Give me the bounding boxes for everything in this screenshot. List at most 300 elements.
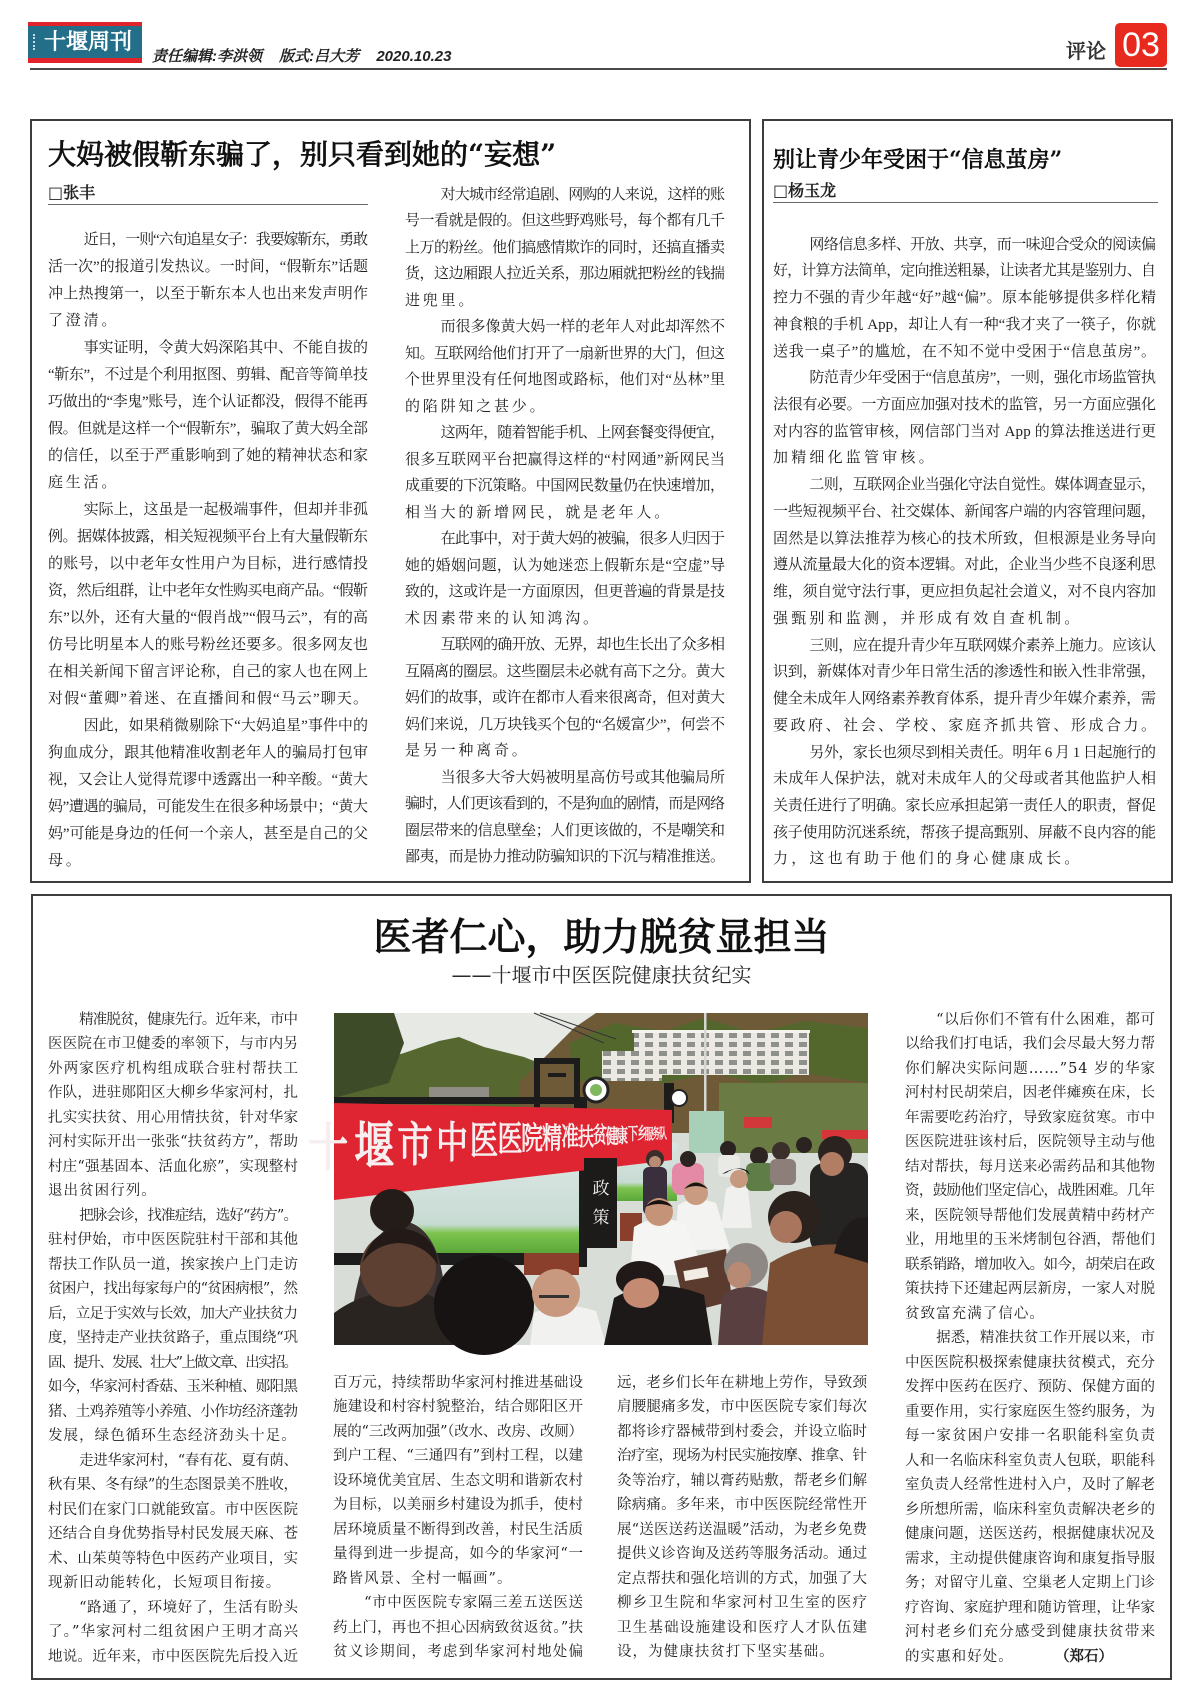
text-line (905, 1596, 1155, 1621)
text-line (773, 606, 1156, 633)
text-line (48, 1228, 298, 1253)
text-line (333, 1371, 583, 1396)
banner-character: 服 (644, 1125, 654, 1143)
text-line-content: 相当大的新增网民，就是老年人。 (405, 504, 673, 521)
text-line (773, 258, 1156, 285)
text-line-content: 治疗室，现场为村民实施按摩、推拿、针 (617, 1448, 867, 1465)
text-line (333, 1591, 583, 1616)
text-line-content: 送我一桌子”的尴尬，在不知不觉中受困于“信息茧房”。 (773, 343, 1157, 360)
text-line-content: 医医院进驻该村后，医院领导主动与他 (905, 1134, 1156, 1151)
byline-divider (48, 204, 368, 205)
text-line (405, 314, 725, 341)
text-line (773, 659, 1156, 686)
text-line (48, 281, 368, 308)
text-line-content: 互联网的确开放、无界，却也生长出了众多相 (440, 637, 725, 654)
paragraph (48, 227, 368, 335)
text-line (773, 740, 1156, 767)
logo-text: 十堰周刊 (43, 29, 132, 55)
page-number-badge: 03 (1115, 23, 1167, 67)
text-line-content: 力，这也有助于他们的身心健康成长。 (773, 851, 1083, 868)
text-line (617, 1493, 867, 1518)
text-line-content: 肩腰腿痛多发，市中医医院专家们每次 (617, 1399, 868, 1416)
text-line-content: 圈层带来的信息壁垒；人们更该做的，不是嘲笑和 (405, 822, 725, 839)
article-title: 别让青少年受困于“信息茧房” (773, 147, 1063, 173)
text-line-content: 百万元，持续帮助华家河村推进基础设 (333, 1374, 584, 1391)
layout-credit: 版式:吕大芳 (279, 48, 360, 65)
text-line (333, 1518, 583, 1543)
paragraph (773, 740, 1156, 874)
logo-ornament (33, 34, 35, 50)
text-line (48, 1326, 298, 1351)
text-line-content: 了澄清。 (48, 312, 120, 329)
paragraph (405, 314, 725, 420)
paragraph (48, 713, 368, 875)
text-line-content: 资，鼓励他们坚定信心，战胜困难。几年 (905, 1183, 1155, 1200)
text-line (48, 794, 368, 821)
text-line (48, 767, 368, 794)
text-line (405, 765, 725, 792)
text-line (617, 1469, 867, 1494)
text-line (405, 685, 725, 712)
banner-character: 医 (497, 1120, 523, 1161)
text-line (333, 1469, 583, 1494)
text-line-content: 狗血成分，跟其他精准收割老年人的骗局打包审 (48, 744, 369, 761)
text-line (905, 1375, 1155, 1400)
text-line (905, 1449, 1155, 1474)
text-line-content: 妈”遭遇的骗局，可能发生在很多种场景中；“黄大 (48, 798, 368, 815)
text-line (773, 820, 1156, 847)
text-line-content: 活一次”的报道引发热议。一时间，“假靳东”话题 (48, 258, 368, 275)
text-line (773, 526, 1156, 553)
text-line-content: 药上门，再也不担心因病致贫返贫。”扶 (333, 1619, 584, 1636)
text-line-content: 事实证明，令黄大妈深陷其中、不能自拔的 (83, 339, 368, 356)
text-line-content: 巧做出的“李鬼”账号，连个认证都没，假得不能再 (48, 393, 368, 410)
text-line (617, 1640, 867, 1665)
text-line (405, 394, 725, 421)
paragraph (333, 1371, 583, 1592)
text-line-content: 健康问题，送医送药，根据健康状况及 (905, 1526, 1156, 1543)
text-line (48, 1179, 298, 1204)
text-line-content: 防范青少年受困于“信息茧房”，一则，强化市场监管执 (809, 370, 1156, 387)
sign-char: 政 (592, 1179, 610, 1199)
text-line-content: 很多互联网平台把赢得这样的“村网通”新网民当 (405, 451, 726, 468)
text-line (48, 1130, 298, 1155)
text-line (48, 1351, 298, 1376)
text-line-content: 例。据媒体披露，相关短视频平台上有大量假靳东 (48, 528, 368, 545)
text-line (773, 579, 1156, 606)
banner-character: 下 (627, 1125, 639, 1145)
text-line-content: 术、山茱萸等特色中医药产业项目，实 (48, 1550, 299, 1567)
text-line-content: “市中医医院专家隔三差五送医送 (364, 1595, 584, 1612)
text-line (773, 713, 1159, 740)
text-line-content: 把脉会诊，找准症结，选好“药方”。 (79, 1207, 298, 1224)
text-line (617, 1444, 867, 1469)
text-line (48, 605, 368, 632)
text-line (48, 1057, 298, 1082)
text-line-content: 展“送医送药送温暖”活动，为老乡免费 (617, 1521, 868, 1538)
text-line (905, 1645, 1155, 1670)
text-line-content: 东”以外，还有大量的“假肖战”“假马云”，有的高 (48, 609, 369, 626)
text-line-content: 医医院在市卫健委的率领下，与市内另 (48, 1036, 299, 1053)
text-line-content: 河村村民胡荣启，因老伴瘫痪在床，长 (905, 1085, 1156, 1102)
text-line (905, 1473, 1155, 1498)
text-line-content: 三则，应在提升青少年互联网媒介素养上施力。应该认 (809, 637, 1156, 654)
text-line-content: 她的婚姻问题，认为她迷恋上假靳东是“空虚”导 (405, 557, 726, 574)
text-line (905, 1228, 1155, 1253)
article-column-2 (405, 182, 725, 871)
text-line (48, 1204, 298, 1229)
text-line-content: 贫困户，找出每家每户的“贫困病根”，然 (48, 1281, 298, 1298)
banner-character: 中 (436, 1117, 468, 1168)
banner-character: 康 (616, 1123, 628, 1147)
text-line-content: 到户工程、“三通四有”到村工程，以建 (333, 1448, 584, 1465)
text-line-content: 柳乡卫生院和华家河村卫生室的医疗 (617, 1595, 869, 1612)
text-line (617, 1395, 867, 1420)
text-line (905, 1179, 1155, 1204)
text-line-content: 成重要的下沉策略。中国网民数量仍在快速增加， (405, 478, 725, 495)
text-line-content: 骗时，人们更该看到的，不是狗血的剧情，而是网络 (405, 796, 724, 813)
text-line-content: 贫义诊期间，考虑到华家河村地处偏 (333, 1644, 585, 1661)
text-line (405, 791, 725, 818)
paragraph (617, 1371, 867, 1665)
text-line (48, 524, 368, 551)
text-line-content: 帮扶工作队员一道，挨家挨户上门走访 (48, 1256, 299, 1273)
text-line (617, 1542, 867, 1567)
paragraph (405, 420, 725, 526)
text-line (405, 526, 725, 553)
banner-character: 队 (659, 1124, 667, 1143)
text-line-content: 秋有果、冬有绿”的生态图景美不胜收， (48, 1477, 298, 1494)
text-line (48, 308, 368, 335)
text-line-content: 而很多像黄大妈一样的老年人对此却浑然不 (440, 319, 725, 336)
text-line-content: 网络信息多样、开放、共享，而一味迎合受众的阅读偏 (809, 236, 1156, 253)
paragraph (405, 632, 725, 765)
text-line-content: 要政府、社会、学校、家庭齐抓共管、形成合力。 (773, 717, 1159, 734)
text-line-content: 如今，华家河村香菇、玉米种植、郧阳黑 (48, 1379, 298, 1396)
text-line-content: 神食粮的手机 App，却让人有一种“我才夹了一筷子，你就 (773, 316, 1157, 333)
text-line (405, 579, 725, 606)
text-line (333, 1616, 583, 1641)
paragraph (773, 633, 1159, 740)
text-line-content: 知。互联网给他们打开了一扇新世界的大门，但这 (405, 345, 725, 362)
text-line-content: 进兜里。 (405, 292, 477, 309)
text-line-content: 维，须自觉守法行事，更应担负起社会道义，对不良内容加 (773, 584, 1156, 601)
banner-character: 务 (651, 1125, 661, 1143)
text-line (405, 235, 725, 262)
text-line-content: 需求，主动提供健康咨询和康复指导服 (905, 1550, 1156, 1567)
text-line-content: 室负责人经常性进村入户，及时了解老 (905, 1477, 1156, 1494)
text-line (773, 312, 1156, 339)
photo-free-clinic-scene (307, 1013, 868, 1345)
text-line (48, 1498, 298, 1523)
paragraph (905, 1008, 1155, 1327)
text-line-content: 除病痛。多年来，市中医医院经常性开 (617, 1497, 868, 1514)
paragraph (773, 232, 1156, 366)
text-line (333, 1640, 583, 1665)
text-line-content: 施建设和村容村貌整治，结合郧阳区开 (333, 1399, 584, 1416)
text-line-content: 二则，互联网企业当强化守法自觉性。媒体调查显示， (809, 477, 1156, 494)
text-line (48, 1620, 298, 1645)
paragraph (773, 472, 1156, 632)
text-line-content: 识到，新媒体对青少年日常生活的渗透性和嵌入性非常强， (773, 664, 1156, 681)
text-line (405, 606, 725, 633)
text-line (48, 1008, 298, 1033)
text-line-content: “路通了，环境好了，生活有盼头 (79, 1599, 299, 1616)
text-line (405, 288, 725, 315)
text-line (405, 738, 725, 765)
text-line (773, 445, 1156, 472)
text-line-content: 每一家贫困户安排一名职能科室负责 (905, 1428, 1157, 1445)
text-line (48, 1032, 298, 1057)
text-line (905, 1571, 1155, 1596)
article-title: 大妈被假靳东骗了，别只看到她的“妄想” (48, 138, 557, 171)
text-line-content: 健全未成年人网络素养教育体系，提升青少年媒介素养，需 (773, 691, 1156, 708)
text-line (48, 632, 368, 659)
text-line (617, 1591, 867, 1616)
text-line (773, 686, 1156, 713)
text-line (773, 766, 1156, 793)
text-line (405, 553, 725, 580)
article-column-1 (48, 227, 368, 875)
text-line (48, 1081, 298, 1106)
text-line-content: 外两家医疗机构组成联合驻村帮扶工 (48, 1060, 300, 1077)
text-line-content: 退出贫困行列。 (48, 1183, 157, 1200)
text-line (48, 1424, 298, 1449)
text-line (905, 1081, 1155, 1106)
text-line (405, 844, 725, 871)
feature-column-2 (333, 1371, 583, 1665)
text-line-content: 对大城市经常追剧、网购的人来说，这样的账 (440, 186, 725, 203)
feature-title: 医者仁心，助力脱贫显担当 (373, 914, 830, 959)
text-line-content: 近日，一则“六旬追星女子：我要嫁靳东，勇敢 (83, 231, 367, 248)
text-line (405, 659, 725, 686)
text-line (905, 1204, 1155, 1229)
text-line-content: “以后你们不管有什么困难，都可 (936, 1011, 1156, 1028)
text-line-content: 设环境优美宜居、生态文明和谐新农村 (333, 1472, 584, 1489)
paragraph (405, 526, 725, 632)
header-divider (30, 68, 1167, 70)
text-line-content: 控力不强的青少年越“好”越“偏”。原本能够提供多样化精 (773, 290, 1157, 307)
text-line-content: 个世界里没有任何地图或路标，他们对“丛林”里 (405, 372, 726, 389)
text-line (48, 1375, 298, 1400)
text-line-content: 联系销路，增加收入。如今，胡荣启在政 (905, 1256, 1155, 1273)
text-line-content: 扎实实扶贫、用心用情扶贫，针对华家 (48, 1109, 299, 1126)
text-line-content: 号一看就是假的。但这些野鸡账号，每个都有几千 (405, 213, 725, 230)
text-line (48, 227, 368, 254)
banner-character: 贫 (592, 1123, 608, 1149)
text-line (405, 712, 725, 739)
text-line-content: 猪、土鸡养殖等小养殖、小作坊经济蓬勃 (48, 1403, 298, 1420)
text-line-content: 贫致富充满了信心。 (905, 1305, 1045, 1322)
text-line-content: 庭生活。 (48, 474, 120, 491)
text-line (48, 416, 368, 443)
text-line-content: 仿号比明星本人的账号粉丝还要多。很多网友也 (48, 636, 369, 653)
text-line (48, 659, 368, 686)
feature-column-1 (48, 1008, 298, 1670)
text-line-content: 河村实际开出一张张“扶贫药方”，帮助 (48, 1134, 299, 1151)
text-line (905, 1351, 1155, 1376)
text-line-content: 致的，这或许是一方面原因，但更普遍的背景是技 (405, 584, 725, 601)
banner-character: 院 (521, 1121, 543, 1158)
text-line (48, 335, 368, 362)
text-line-content: 术因素带来的认知鸿沟。 (405, 610, 601, 627)
text-line-content: 关责任进行了明确。家长应承担起第一责任人的职责，督促 (773, 798, 1156, 815)
paragraph (405, 765, 725, 871)
text-line-content: 作队，进驻郧阳区大柳乡华家河村，扎 (48, 1085, 299, 1102)
text-line (773, 552, 1156, 579)
text-line (773, 232, 1156, 259)
article-byline: □杨玉龙 (773, 181, 837, 200)
text-line (48, 578, 368, 605)
banner-character: 扶 (578, 1122, 594, 1151)
text-line (773, 499, 1156, 526)
text-line (333, 1542, 583, 1567)
text-line (405, 447, 725, 474)
text-line-content: 据悉，精准扶贫工作开展以来，市 (936, 1330, 1156, 1347)
text-line (905, 1277, 1155, 1302)
text-line (48, 443, 368, 470)
text-line-content: 固、提升、发展、壮大”上做文章、出实招。 (48, 1354, 297, 1371)
text-line-content: 在相关新闻下留言评论称，自己的家人也在网上 (48, 663, 369, 680)
text-line-content: 了。”华家河村二组贫困户王明才高兴 (48, 1624, 300, 1641)
text-line (48, 848, 368, 875)
text-line (773, 793, 1156, 820)
banner-character: 乡 (637, 1125, 647, 1144)
text-line-content: 河村老乡们充分感受到健康扶贫带来 (905, 1624, 1157, 1641)
text-line (48, 1449, 298, 1474)
text-line-content: “靳东”，不过是个利用抠图、剪辑、配音等简单技 (48, 366, 368, 383)
text-line (48, 254, 368, 281)
text-line (905, 1498, 1155, 1523)
text-line-content: 还结合自身优势指导村民发展天麻、苍 (48, 1526, 299, 1543)
text-line-content: 业，用地里的玉米烤制包谷酒，帮他们 (905, 1232, 1156, 1249)
text-line (48, 497, 368, 524)
author-signature: （郑石） (1055, 1648, 1113, 1665)
issue-date: 2020.10.23 (376, 48, 452, 65)
text-line-content: 精准脱贫，健康先行。近年来，市中 (79, 1011, 298, 1028)
text-line (905, 1106, 1155, 1131)
text-line (405, 473, 725, 500)
text-line-content: 定点帮扶和强化培训的方式，加强了大 (617, 1570, 868, 1587)
text-line (405, 818, 725, 845)
text-line (405, 632, 725, 659)
text-line-content: 法很有必要。一方面应加强对技术的监管，另一方面应强化 (773, 397, 1156, 413)
text-line-content: 孩子使用防沉迷系统，帮孩子提高甄别、屏蔽不良内容的能 (773, 824, 1156, 841)
text-line (405, 367, 725, 394)
text-line (333, 1567, 583, 1592)
masthead-logo (28, 22, 142, 63)
text-line (333, 1444, 583, 1469)
text-line (773, 472, 1156, 499)
text-line-content: 远，老乡们长年在耕地上劳作，导致颈 (617, 1374, 868, 1391)
sign-char: 策 (592, 1208, 610, 1228)
text-line (48, 389, 368, 416)
text-line (773, 365, 1156, 392)
text-line-content: 固然是以算法推荐为核心的技术所致，但根源是业务导向 (773, 530, 1157, 547)
photo-policy-sign (584, 1158, 617, 1248)
text-line-content: 当很多大爷大妈被明星高仿号或其他骗局所 (440, 769, 725, 786)
text-line (773, 339, 1156, 366)
text-line (773, 285, 1156, 312)
text-line (48, 1522, 298, 1547)
banner-character: 十 (307, 1118, 349, 1179)
paragraph (48, 497, 368, 713)
paragraph (48, 335, 368, 497)
text-line (617, 1518, 867, 1543)
text-line-content: 地说。近年来，市中医医院先后投入近 (48, 1648, 299, 1665)
text-line (405, 208, 725, 235)
text-line-content: 上万的粉丝。他们搞感情欺诈的同时，还搞直播卖 (405, 239, 725, 256)
banner-character: 堰 (354, 1115, 394, 1177)
text-line (773, 392, 1156, 419)
text-line-content: 遵从流量最大化的资本逻辑。对此，企业当少些不良逐利思 (773, 557, 1156, 574)
text-line-content: 货，这边厢跟人拉近关系，那边厢就把粉丝的钱揣 (405, 266, 725, 283)
text-line (48, 1277, 298, 1302)
banner-character: 健 (605, 1123, 619, 1148)
banner-character: 精 (542, 1121, 562, 1156)
banner-character: 市 (397, 1116, 433, 1173)
text-line-content: 度，坚持走产业扶贫路子，重点围绕“巩 (48, 1330, 298, 1347)
text-line (333, 1420, 583, 1445)
paragraph (773, 365, 1156, 472)
text-line-content: 年需要吃药治疗，导致家庭贫寒。市中 (905, 1109, 1156, 1126)
text-line (48, 551, 368, 578)
text-line-content: 的信任，以至于严重影响到了她的精神状态和家 (48, 447, 369, 464)
text-line (405, 182, 725, 209)
text-line (405, 500, 725, 527)
text-line (48, 713, 368, 740)
text-line-content: 未成年人保护法，就对未成年人的父母或者其他监护人相 (773, 771, 1157, 788)
text-line-content: 强甄别和监测，并形成有效自查机制。 (773, 610, 1083, 627)
text-line-content: 冲上热搜第一，以至于靳东本人也出来发声明作 (48, 285, 369, 302)
text-line-content: 中医医院积极探索健康扶贫模式，充分 (905, 1354, 1156, 1371)
text-line-content: 母。 (48, 852, 84, 869)
text-line (48, 686, 368, 713)
text-line (905, 1057, 1155, 1082)
text-line-content: 量得到进一步提高，如今的华家河“一 (333, 1546, 584, 1563)
text-line (48, 1473, 298, 1498)
text-line (405, 420, 725, 447)
paragraph (48, 1204, 298, 1449)
text-line-content: 的账号，以中老年女性用户为目标，进行感情投 (48, 555, 369, 572)
text-line-content: 妈们来说，几万块钱买个包的“名媛富少”，何尝不 (405, 716, 725, 733)
text-line (773, 846, 1156, 873)
text-line-content: 乡所想所需，临床科室负责解决老乡的 (905, 1501, 1156, 1518)
text-line (48, 740, 368, 767)
feature-column-3 (617, 1371, 867, 1665)
text-line (333, 1395, 583, 1420)
text-line (617, 1616, 867, 1641)
text-line-content: 的陷阱知之甚少。 (405, 398, 548, 415)
feature-column-4 (905, 1008, 1155, 1670)
editorial-credits (152, 47, 464, 67)
text-line-content: 鄙夷，而是协力推动防骗知识的下沉与精准推送。 (405, 849, 725, 866)
text-line (905, 1547, 1155, 1572)
text-line-content: 你们解决实际问题……”54 岁的华家 (905, 1060, 1156, 1077)
text-line (405, 261, 725, 288)
text-line (617, 1371, 867, 1396)
text-line-content: 发展，绿色循环生态经济劲头十足。 (48, 1428, 297, 1445)
article-information-cocoon (762, 119, 1173, 883)
text-line (773, 419, 1156, 446)
article-fake-celebrity-scam (30, 119, 751, 883)
text-line (48, 821, 368, 848)
text-line-content: 对内容的监管审核，网信部门当对 App 的算法推送进行更 (773, 423, 1157, 440)
text-line (48, 1253, 298, 1278)
text-line-content: 为目标，以美丽乡村建设为抓手，使村 (333, 1497, 584, 1514)
banner-character: 准 (561, 1122, 579, 1153)
text-line-content: 互隔离的圈层。这些圈层未必就有高下之分。黄大 (405, 663, 725, 680)
